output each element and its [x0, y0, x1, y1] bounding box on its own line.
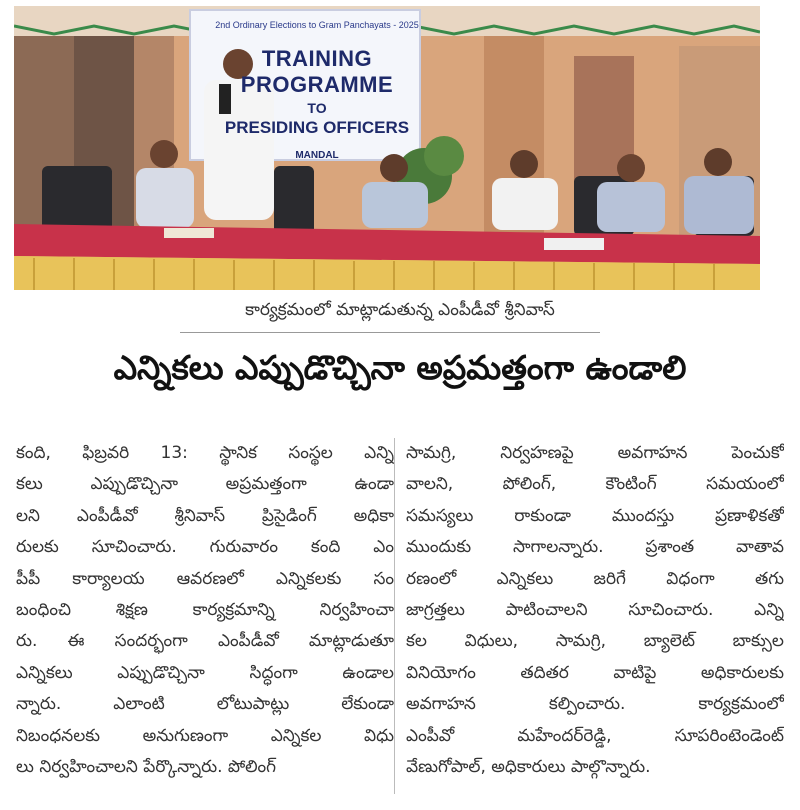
article-line: వినియోగం తదితర వాటిపై అధికారులకు: [406, 662, 784, 683]
article-line: ముందుకు సాగాలన్నారు. ప్రశాంత వాతావ: [406, 537, 784, 558]
banner-footer: MANDAL: [295, 150, 339, 161]
article-line: న్నారు. ఎలాంటి లోటుపాట్లు లేకుండా: [16, 694, 394, 715]
banner-subtitle: PRESIDING OFFICERS: [224, 118, 410, 137]
banner-small-line: 2nd Ordinary Elections to Gram Panchayats - 2025: [215, 20, 419, 30]
article-line: అవగాహన కల్పించారు. కార్యక్రమంలో: [406, 694, 784, 715]
banner-title: TRAINING PROGRAMME: [240, 46, 394, 97]
column-divider: [394, 438, 395, 794]
article-line: కల విధులు, సామగ్రి, బ్యాలెట్ బాక్సుల: [406, 631, 784, 652]
article-line: కలు ఎప్పుడొచ్చినా అప్రమత్తంగా ఉండా: [16, 474, 394, 495]
caption-rule: [180, 332, 600, 333]
article-line: లు నిర్వహించాలని పేర్కొన్నారు. పోలింగ్: [16, 757, 277, 778]
banner: [204, 18, 430, 161]
article-line: సామగ్రి, నిర్వహణపై అవగాహన పెంచుకో: [406, 443, 784, 463]
article-line: రు. ఈ సందర్భంగా ఎంపీడీవో మాట్లాడుతూ: [16, 631, 394, 652]
article-line: వేణుగోపాల్, అధికారులు పాల్గొన్నారు.: [406, 757, 651, 778]
article-line: రులకు సూచించారు. గురువారం కంది ఎం: [16, 537, 394, 558]
article-line: సమస్యలు రాకుండా ముందస్తు ప్రణాళికతో: [406, 505, 784, 526]
right-column: [406, 438, 784, 783]
photo-caption: కార్యక్రమంలో మాట్లాడుతున్న ఎంపీడీవో శ్రీనివాస్: [245, 300, 555, 320]
article-line: రణంలో ఎన్నికలు జరిగే విధంగా తగు: [406, 568, 784, 589]
article-line: వాలని, పోలింగ్, కౌంటింగ్ సమయంలో: [406, 474, 784, 495]
left-column: [16, 438, 394, 783]
article-line: ఎంపీవో మహేందర్‌రెడ్డి, సూపరింటెండెంట్: [406, 725, 784, 746]
article-line: జాగ్రత్తలు పాటించాలని సూచించారు. ఎన్ని: [406, 600, 784, 621]
article-line: బంధించి శిక్షణ కార్యక్రమాన్ని నిర్వహించా: [16, 600, 394, 621]
banner-to: TO: [307, 100, 327, 116]
article-line: పీపీ కార్యాలయ ఆవరణలో ఎన్నికలకు సం: [16, 568, 394, 589]
article-line: కంది, ఫిబ్రవరి 13: స్థానిక సంస్థల ఎన్ని: [16, 443, 394, 463]
news-photo: [14, 6, 760, 290]
article-line: లని ఎంపీడీవో శ్రీనివాస్ ప్రిసైడింగ్ అధికా: [16, 505, 394, 526]
headline: ఎన్నికలు ఎప్పుడొచ్చినా అప్రమత్తంగా ఉండాలి: [113, 348, 687, 387]
article-line: ఎన్నికలు ఎప్పుడొచ్చినా సిద్ధంగా ఉండాల: [16, 662, 394, 683]
article-line: నిబంధనలకు అనుగుణంగా ఎన్నికల విధు: [16, 725, 394, 746]
